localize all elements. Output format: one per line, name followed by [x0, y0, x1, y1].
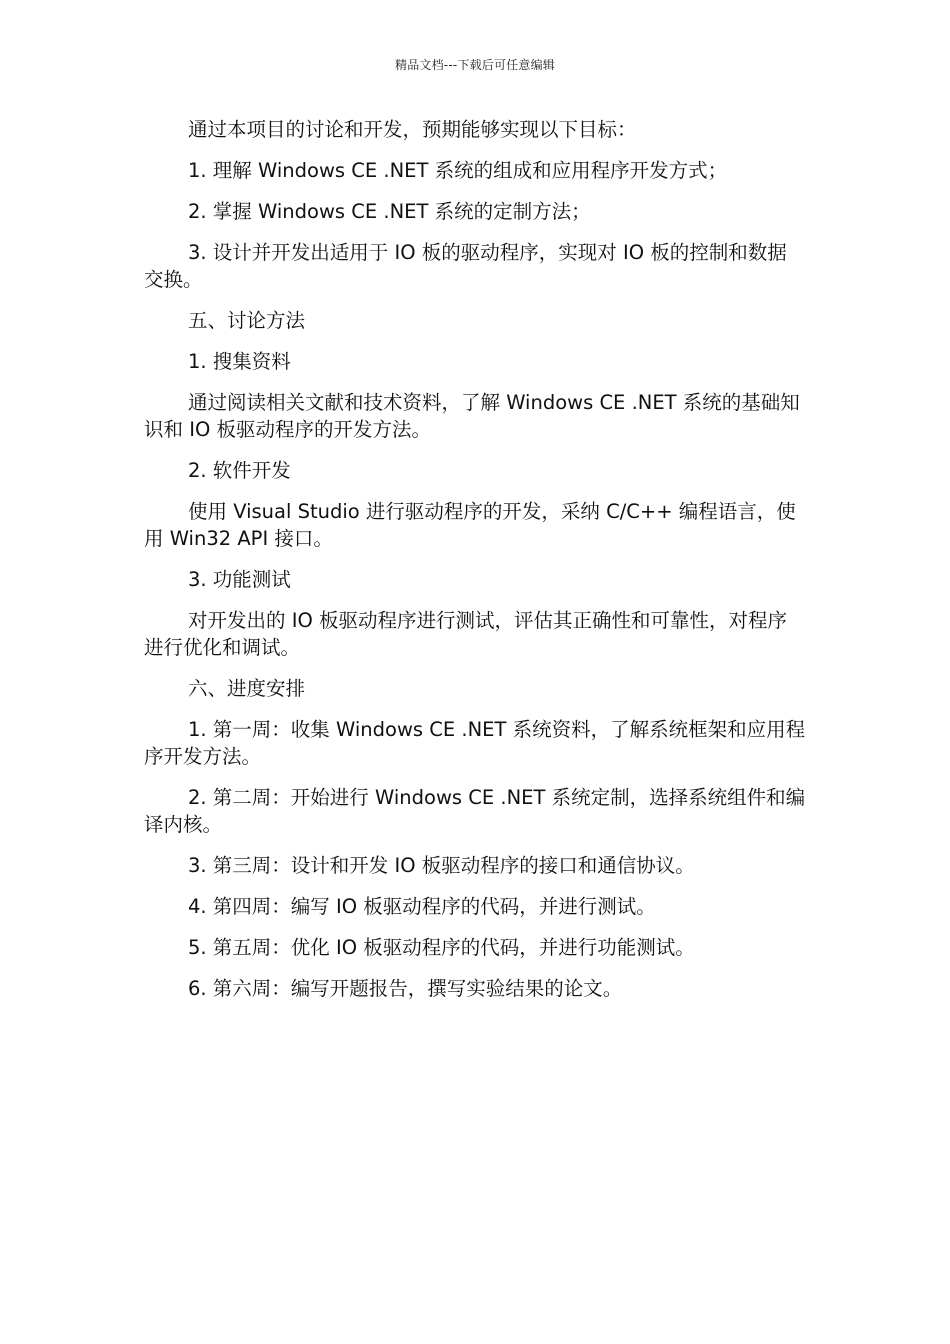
schedule-week-3: 3. 第三周：设计和开发 IO 板驱动程序的接口和通信协议。	[188, 854, 695, 877]
page-header: 精品文档---下载后可任意编辑	[395, 58, 555, 72]
section-heading-schedule: 六、进度安排	[188, 677, 306, 700]
method-heading-1: 1. 搜集资料	[188, 350, 291, 373]
section-heading-methods: 五、讨论方法	[188, 309, 306, 332]
method-body-3: 对开发出的 IO 板驱动程序进行测试，评估其正确性和可靠性，对程序进行优化和调试。	[144, 609, 787, 659]
schedule-week-4: 4. 第四周：编写 IO 板驱动程序的代码，并进行测试。	[188, 895, 656, 918]
method-heading-3: 3. 功能测试	[188, 568, 291, 591]
document-body	[144, 116, 806, 1016]
schedule-week-5: 5. 第五周：优化 IO 板驱动程序的代码，并进行功能测试。	[188, 936, 695, 959]
method-body-1: 通过阅读相关文献和技术资料，了解 Windows CE .NET 系统的基础知识和 IO 板驱动程序的开发方法。	[144, 391, 800, 441]
goal-item-3: 3. 设计并开发出适用于 IO 板的驱动程序，实现对 IO 板的控制和数据交换。	[144, 241, 787, 291]
schedule-week-1: 1. 第一周：收集 Windows CE .NET 系统资料，了解系统框架和应用程序开发方法。	[144, 718, 806, 768]
goal-item-2: 2. 掌握 Windows CE .NET 系统的定制方法；	[188, 200, 591, 223]
method-body-2: 使用 Visual Studio 进行驱动程序的开发，采纳 C/C++ 编程语言，使用 Win32 API 接口。	[144, 500, 796, 550]
schedule-week-6: 6. 第六周：编写开题报告，撰写实验结果的论文。	[188, 977, 623, 1000]
paragraph-intro: 通过本项目的讨论和开发，预期能够实现以下目标：	[188, 118, 637, 141]
method-heading-2: 2. 软件开发	[188, 459, 291, 482]
schedule-week-2: 2. 第二周：开始进行 Windows CE .NET 系统定制，选择系统组件和编译内核。	[144, 786, 806, 836]
goal-item-1: 1. 理解 Windows CE .NET 系统的组成和应用程序开发方式；	[188, 159, 728, 182]
